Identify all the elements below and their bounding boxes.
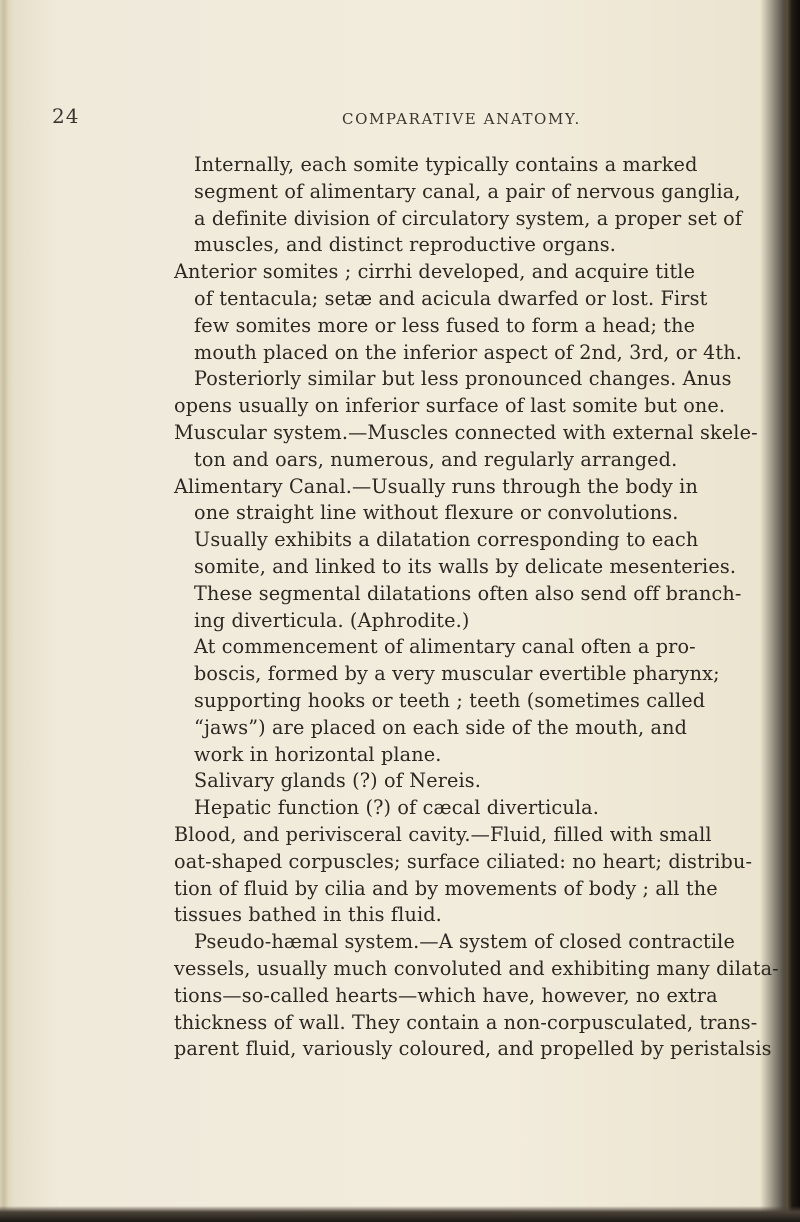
text-line: somite, and linked to its walls by delicate mesenteries. <box>194 554 737 578</box>
text-line: boscis, formed by a very muscular evertible pharynx; <box>194 662 720 686</box>
text-line: Alimentary Canal.—Usually runs through the body in <box>174 474 698 498</box>
text-line: few somites more or less fused to form a head; the <box>194 313 696 337</box>
text-line: muscles, and distinct reproductive organs. <box>194 233 616 257</box>
text-line: oat-shaped corpuscles; surface ciliated: no heart; distribu- <box>174 849 753 873</box>
text-line: Anterior somites ; cirrhi developed, and acquire title <box>174 260 696 284</box>
text-line: thickness of wall. They contain a non-corpusculated, trans- <box>174 1010 758 1034</box>
text-line: “jaws”) are placed on each side of the mouth, and <box>194 715 688 739</box>
text-line: tissues bathed in this fluid. <box>174 903 442 927</box>
text-line: vessels, usually much convoluted and exhibiting many dilata- <box>174 956 779 980</box>
text-line: segment of alimentary canal, a pair of nervous ganglia, <box>194 179 741 203</box>
text-line: a definite division of circulatory system, a proper set of <box>194 206 743 230</box>
text-line: parent fluid, variously coloured, and propelled by peristalsis <box>174 1037 772 1061</box>
text-line: opens usually on inferior surface of last somite but one. <box>174 394 726 418</box>
body-text <box>174 152 794 1063</box>
text-line: Muscular system.—Muscles connected with external skele- <box>174 420 758 444</box>
text-line: Posteriorly similar but less pronounced changes. Anus <box>194 367 732 391</box>
text-line: of tentacula; setæ and acicula dwarfed or lost. First <box>194 286 708 310</box>
text-line: These segmental dilatations often also send off branch- <box>194 581 742 605</box>
page-bottom-shadow <box>0 1206 800 1222</box>
text-line: Internally, each somite typically contains a marked <box>194 153 698 176</box>
text-line: Pseudo-hæmal system.—A system of closed contractile <box>194 930 735 954</box>
text-line: Hepatic function (?) of cæcal diverticula. <box>194 796 599 820</box>
text-line: tion of fluid by cilia and by movements of body ; all the <box>174 876 718 900</box>
text-line: supporting hooks or teeth ; teeth (sometimes called <box>194 688 706 712</box>
text-line: ing diverticula. (Aphrodite.) <box>194 608 470 632</box>
page-number: 24 <box>52 104 80 128</box>
text-line: At commencement of alimentary canal often a pro- <box>194 635 696 659</box>
text-line: Usually exhibits a dilatation corresponding to each <box>194 528 699 552</box>
text-line: Blood, and perivisceral cavity.—Fluid, filled with small <box>174 822 712 846</box>
text-line: ton and oars, numerous, and regularly arranged. <box>194 447 678 471</box>
running-head: COMPARATIVE ANATOMY. <box>342 110 581 128</box>
text-line: one straight line without flexure or convolutions. <box>194 501 679 525</box>
text-line: work in horizontal plane. <box>194 742 442 766</box>
page-gutter-shadow <box>0 0 14 1222</box>
text-line: tions—so-called hearts—which have, however, no extra <box>174 983 718 1007</box>
text-line: Salivary glands (?) of Nereis. <box>194 769 482 793</box>
text-line: mouth placed on the inferior aspect of 2nd, 3rd, or 4th. <box>194 340 742 364</box>
